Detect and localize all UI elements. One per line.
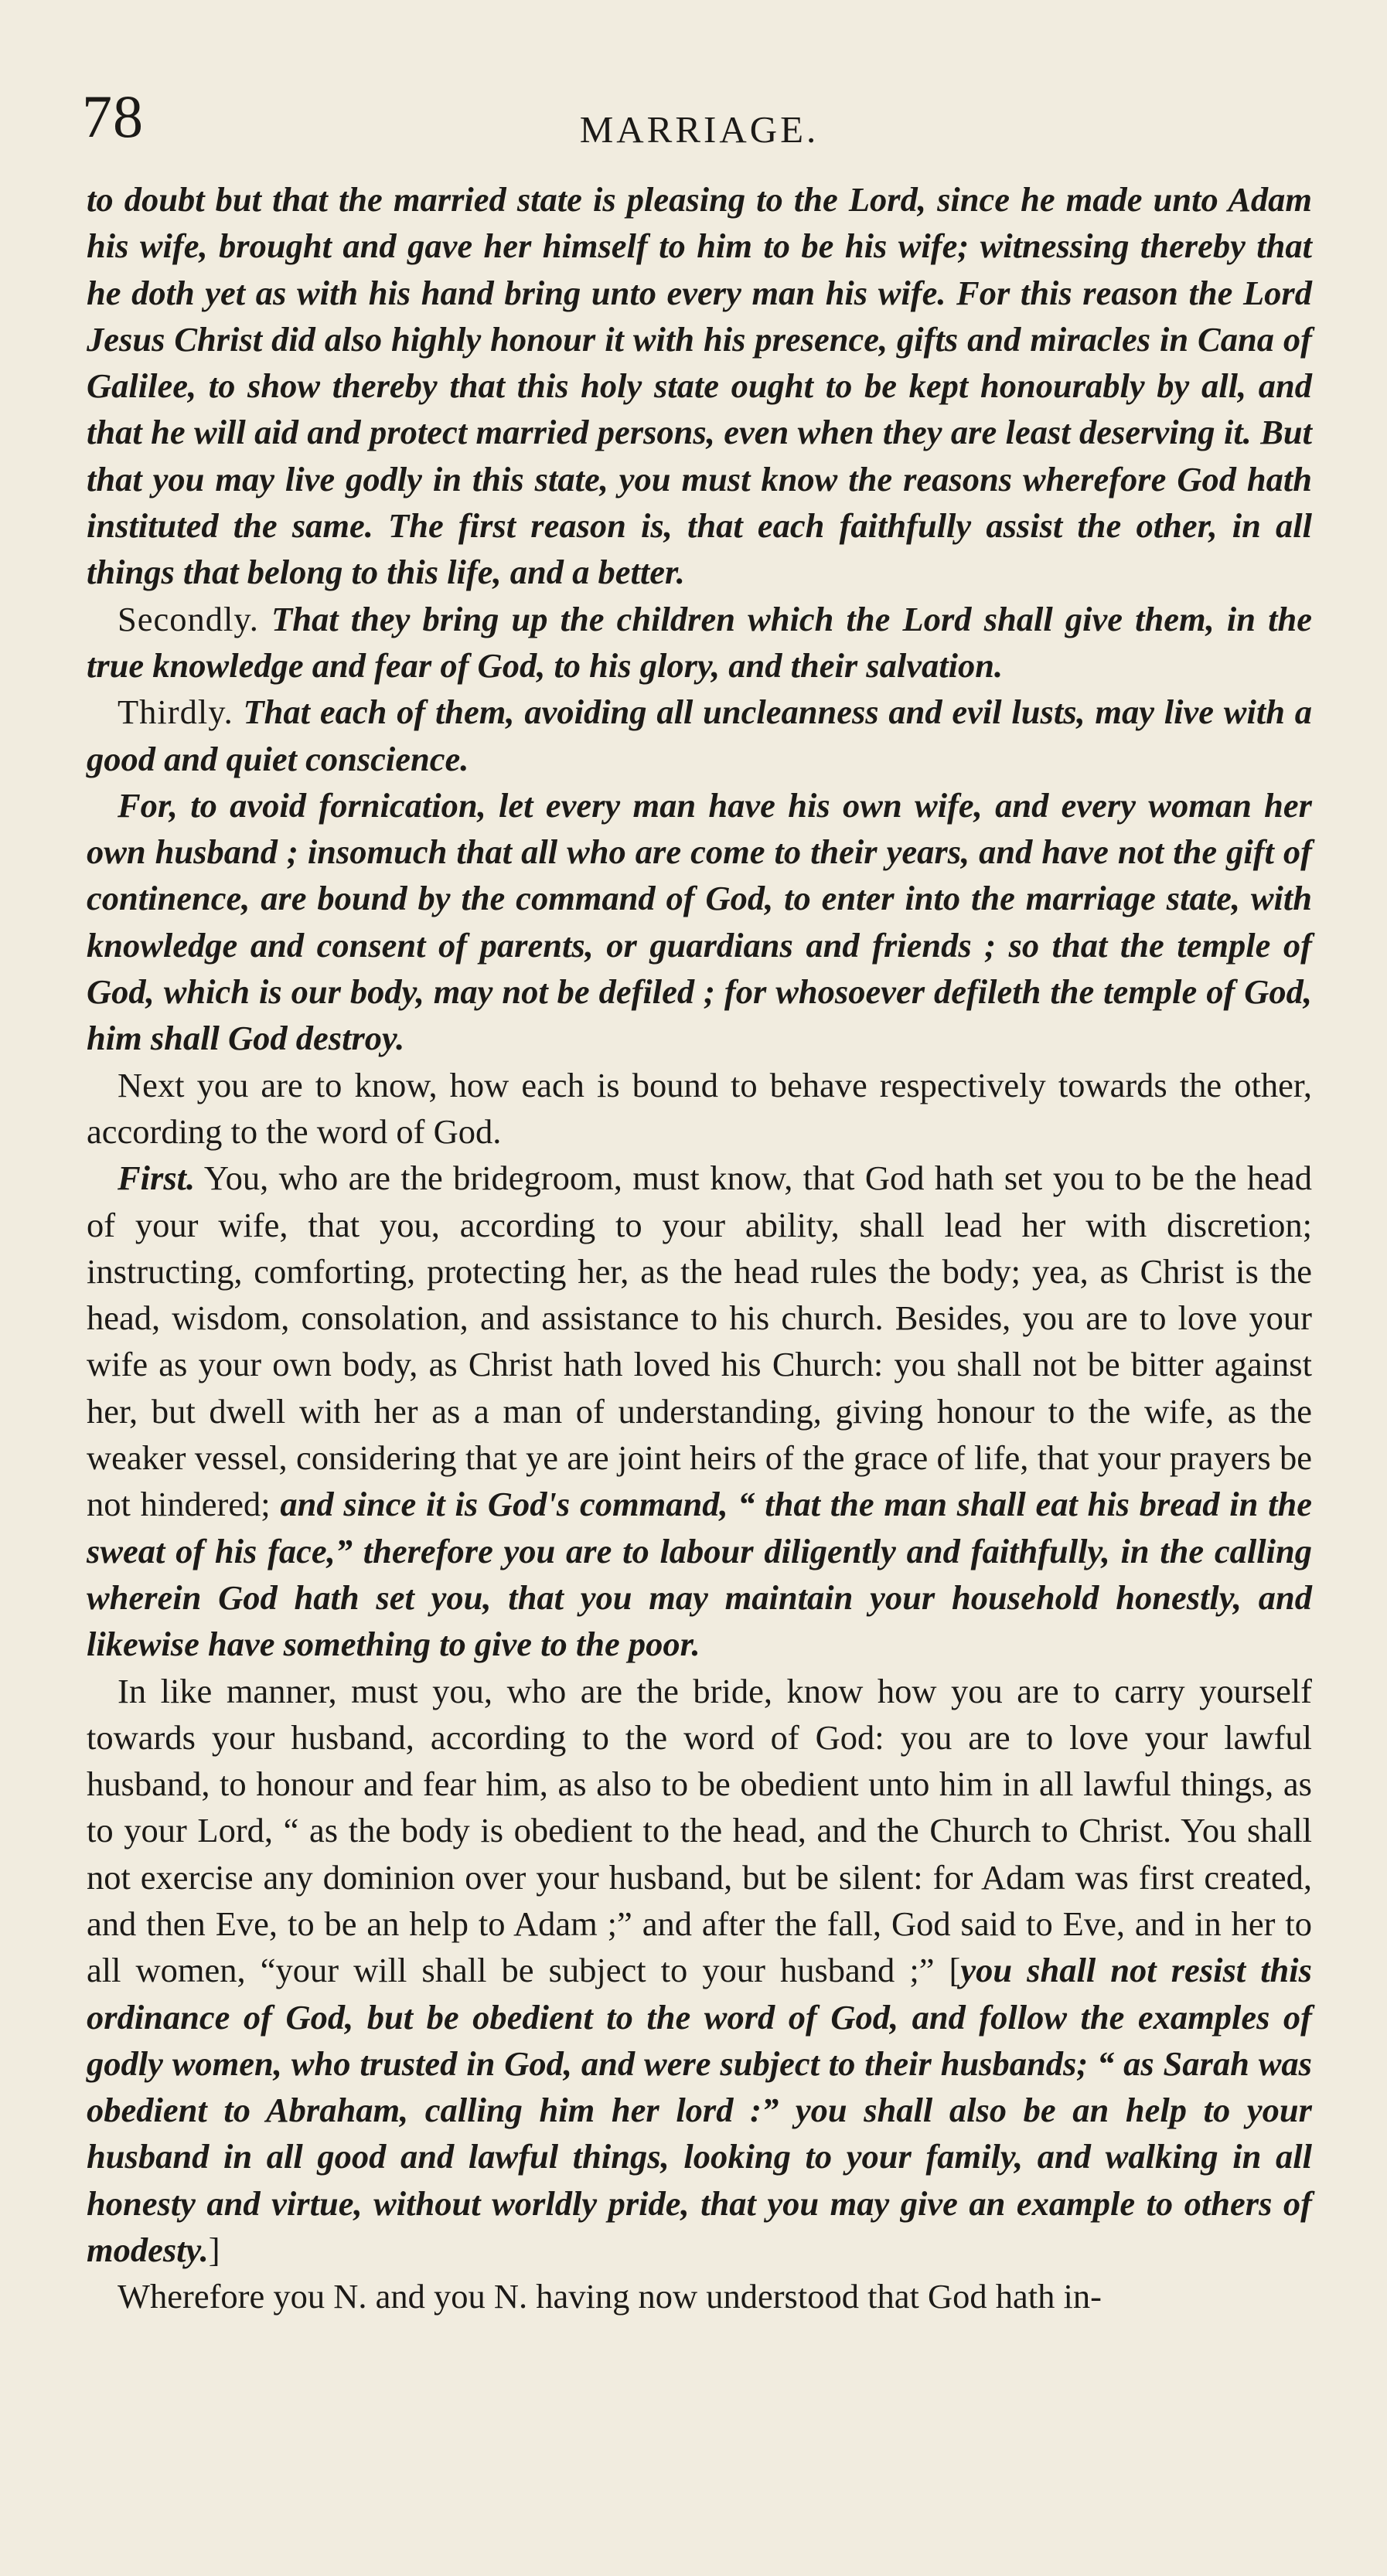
paragraph-lead: Thirdly. xyxy=(118,692,233,732)
running-head: MARRIAGE. xyxy=(579,108,820,151)
paragraph-bride xyxy=(87,1668,1312,2274)
paragraph-lead: Secondly. xyxy=(118,599,259,638)
paragraph-first xyxy=(87,1155,1312,1667)
paragraph-text: That they bring up the children which the Lord shall give them, in the true knowledge and fear of God, to his glory, and their salvation. xyxy=(87,599,1313,685)
page-header xyxy=(82,0,1312,176)
paragraph-text: That each of them, avoiding all uncleanness and evil lusts, may live with a good and quiet conscience. xyxy=(87,692,1312,778)
book-page xyxy=(82,0,1313,2576)
paragraph-text: Next you are to know, how each is bound to behave respectively towards the other, according to the word of God. xyxy=(87,1065,1312,1151)
page-number: 78 xyxy=(82,83,144,150)
paragraph-secondly xyxy=(87,596,1312,689)
paragraph-text-italic: and since it is God's command, “ that the man shall eat his bread in the sweat of his face,” therefore you are to labour diligently and faithfully, in the calling wherein God hath set you, that you may maintain your household honestly, and likewise have something to give to the poor. xyxy=(87,1485,1312,1664)
paragraph-text-roman: In like manner, must you, who are the bride, know how you are to carry yourself towards your husband, according to the word of God: you are to love your lawful husband, to honour and fear him, as also to be obedient unto him in all lawful things, as to your Lord, “ as the body is obedient to the head, and the Church to Christ. You shall not exercise any dominion over your husband, but be silent: for Adam was first created, and then Eve, to be an help to Adam ;” and after the fall, God said to Eve, and in her to all women, “your will shall be subject to your husband ;” [ xyxy=(87,1671,1312,1990)
paragraph-text-italic: you shall not resist this ordinance of God, but be obedient to the word of God, and follow the examples of godly women, who trusted in God, and were subject to their husbands; “ as Sarah was obedient to Abraham, calling him her lord :” you shall also be an help to your husband in all good and lawful things, looking to your family, and walking in all honesty and virtue, without worldly pride, that you may give an example to others of modesty. xyxy=(87,1951,1312,2270)
paragraph-wherefore xyxy=(87,2273,1312,2319)
paragraph-text: to doubt but that the married state is pleasing to the Lord, since he made unto Adam his wife, brought and gave her himself to him to be his wife; witnessing thereby that he doth yet as with his hand bring unto every man his wife. For this reason the Lord Jesus Christ did also highly honour it with his presence, gifts and miracles in Cana of Galilee, to show thereby that this holy state ought to be kept honourably by all, and that he will aid and protect married persons, even when they are least deserving it. But that you may live godly in this state, you must know the reasons wherefore God hath instituted the same. The first reason is, that each faithfully assist the other, in all things that belong to this life, and a better. xyxy=(87,180,1312,592)
body-text xyxy=(87,176,1312,2320)
paragraph-text-roman: You, who are the bridegroom, must know, that God hath set you to be the head of your wife, that you, according to your ability, shall lead her with discretion; instructing, comforting, protecting her, as the head rules the body; yea, as Christ is the head, wisdom, consolation, and assistance to his church. Besides, you are to love your wife as your own body, as Christ hath loved his Church: you shall not be bitter against her, but dwell with her as a man of understanding, giving honour to the wife, as the weaker vessel, considering that ye are joint heirs of the grace of life, that your prayers be not hindered; xyxy=(87,1159,1312,1524)
paragraph-next xyxy=(87,1062,1312,1155)
paragraph-fornication xyxy=(87,782,1312,1062)
paragraph-text: Wherefore you N. and you N. having now understood that God hath in- xyxy=(118,2277,1102,2316)
paragraph-lead: First. xyxy=(118,1159,196,1198)
paragraph-text: For, to avoid fornication, let every man have his own wife, and every woman her own husband ; insomuch that all who are come to their years, and have not the gift of continence, are bound by the command of God, to enter into the marriage state, with knowledge and consent of parents, or guardians and friends ; so that the temple of God, which is our body, may not be defiled ; for whosoever defileth the temple of God, him shall God destroy. xyxy=(87,785,1312,1058)
paragraph-bracket-close: ] xyxy=(208,2231,220,2270)
paragraph-continuation xyxy=(87,176,1312,596)
paragraph-thirdly xyxy=(87,689,1312,782)
